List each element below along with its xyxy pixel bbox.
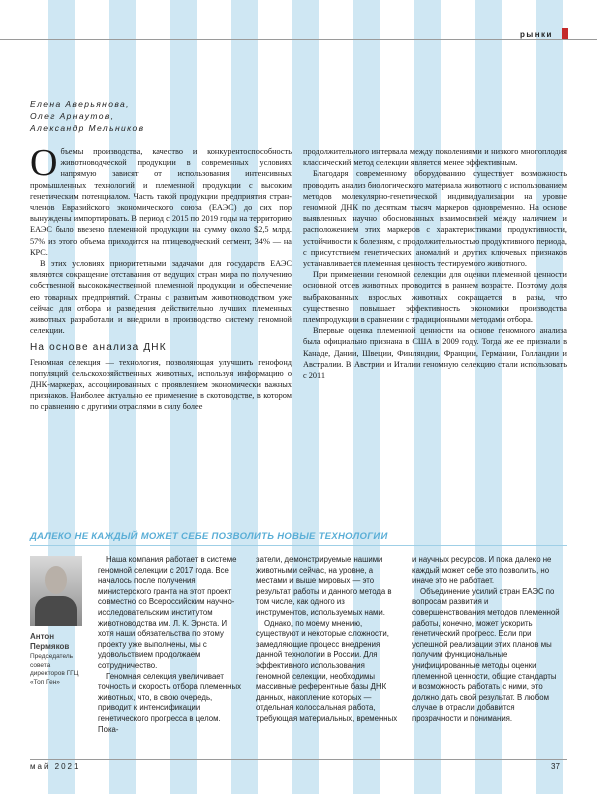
paragraph: Геномная селекция — технология, позволяющая улучшить генофонд популяций сельскохозяйственных животных, используя информацию о ДНК-маркерах, ассоциированных с проявлением экономически важных признаков. Наиболее актуально ее применение в скотоводстве, в котором по сравнению с другими отраслями в силу более bbox=[30, 357, 292, 412]
paragraph: При применении геномной селекции для оценки племенной ценности основной отсев животных проводится в раннем возрасте. Поэтому доля выбракованных взрослых животных сокращается в разы, что существенно повышает эффективность экономики производства племпродукции в сравнении с традиционными методами отбора. bbox=[303, 270, 567, 325]
author-2: Олег Арнаутов, bbox=[30, 111, 115, 121]
paragraph: и научных ресурсов. И пока далеко не каждый может себе это позволить, но иначе это не работает. bbox=[412, 555, 552, 586]
sidebar-box-rule bbox=[30, 545, 567, 546]
section-label: рынки bbox=[520, 30, 553, 39]
paragraph: Наша компания работает в системе геномной селекции с 2017 года. Все началось после получения министерского гранта на этот проект совместно со Всероссийским научно-исследовательским институтом животноводства им. Л. К. Эрнста. И хотя наши обязательства по этому проекту уже выполнены, мы с удовольствием продолжаем сотрудничество. bbox=[98, 555, 237, 670]
footer-rule bbox=[30, 759, 567, 760]
person-photo bbox=[30, 556, 82, 626]
person-name bbox=[30, 632, 69, 652]
interview-column-2 bbox=[256, 555, 399, 725]
page-number: 37 bbox=[551, 762, 560, 771]
paragraph: затели, демонстрируемые нашими животными сейчас, на уровне, а местами и выше мировых — это результат работы и данного метода в том числе, как одного из инструментов, используемых нами. bbox=[256, 555, 392, 617]
author-1: Елена Аверьянова, bbox=[30, 99, 130, 109]
subheading: На основе анализа ДНК bbox=[30, 342, 167, 354]
interview-column-3 bbox=[412, 555, 562, 725]
paragraph bbox=[30, 142, 292, 258]
paragraph: продолжительного интервала между поколениями и низкого многоплодия классический метод селекции является менее эффективным. bbox=[303, 147, 567, 168]
article-column-1 bbox=[30, 142, 292, 413]
paragraph: Однако, по моему мнению, существуют и некоторые сложности, замедляющие процесс внедрения данной технологии в России. Для эффективного использования геномной селекции, необходимы массивные референтные базы ДНК данных, накопление которых — отдельная колоссальная работа, требующая материальных, временных bbox=[256, 618, 398, 723]
dropcap: О bbox=[30, 142, 58, 184]
face-shape bbox=[45, 566, 67, 594]
body-shape bbox=[35, 596, 77, 626]
paragraph: Геномная селекция увеличивает точность и скорость отбора племенных животных, что, в свою очередь, приводит к интенсификации генетического прогресса в целом. Пока- bbox=[98, 671, 241, 734]
paragraph-text: бъемы производства, качество и конкурентоспособность животноводческой продукции в современных условиях напрямую зависят от использования интенсивных промышленных технологий и племенной продукции с высоким генетическим потенциалом. Часть такой продукции предприятия стран-членов Евразийского экономического союза (ЕАЭС) до сих пор вынуждены импортировать. В период с 2015 по 2019 годы на территорию ЕАЭС было ввезено племенной продукции на сумму около $2,5 млрд. 57% из этого объема приходится на птицеводческий сегмент, 34% — на КРС. bbox=[30, 147, 292, 257]
paragraph: Впервые оценка племенной ценности на основе геномного анализа была официально признана в США в 2009 году. Тогда же ее признали в Канаде, Дании, Швеции, Финляндии, Франции, Германии, Голландии и Австралии. В Австрии и Италии геномную селекцию стали использовать с 2011 bbox=[303, 326, 567, 381]
sidebar-box-title: ДАЛЕКО НЕ КАЖДЫЙ МОЖЕТ СЕБЕ ПОЗВОЛИТЬ НОВЫЕ ТЕХНОЛОГИИ bbox=[30, 531, 388, 542]
paragraph: В этих условиях приоритетными задачами для государств ЕАЭС являются сокращение отставания от ведущих стран мира по получению собственной высококачественной племенной продукции и обеспечение ею товарных предприятий. Страны с развитым животноводством уже сейчас для отбора и разведения действительно лучших племенных животных разработали и внедрили в производство систему геномной селекции. bbox=[30, 259, 292, 336]
person-last-name: Пермяков bbox=[30, 642, 70, 651]
author-3: Александр Мельников bbox=[30, 123, 145, 133]
paragraph: Объединение усилий стран ЕАЭС по вопросам развития и совершенствования методов племенной работы, конечно, может ускорить генетический прогресс. Если при успешной реализации этих планов мы получим функциональные унифицированные методы оценки племенной ценности, общие стандарты и возможность работать с ними, это должно дать свой результат. В любом случае в отрасли добавится прозрачности и понимания. bbox=[412, 586, 560, 723]
person-role: Председатель совета директоров ГГЦ «Топ Ген» bbox=[30, 653, 79, 686]
authors bbox=[30, 98, 145, 134]
section-marker bbox=[562, 28, 568, 39]
header-rule bbox=[0, 39, 597, 40]
article-column-2 bbox=[303, 146, 567, 381]
interview-column-1 bbox=[98, 555, 243, 735]
person-first-name: Антон bbox=[30, 632, 55, 641]
paragraph: Благодаря современному оборудованию существует возможность проводить анализ биологического материала животного с использованием методов молекулярно-генетической индивидуализации на уровне геномной ДНК по десяткам тысяч маркеров одновременно. На основе выявленных научно обоснованных взаимосвязей между наличием и расположением этих маркеров с характеристиками продуктивности, устойчивости к болезням, с продолжительностью продуктивного периода, с присутствием генетических аномалий и других ключевых признаков устанавливается племенная ценность тестируемого животного. bbox=[303, 169, 567, 269]
issue-date: май 2021 bbox=[30, 762, 81, 771]
